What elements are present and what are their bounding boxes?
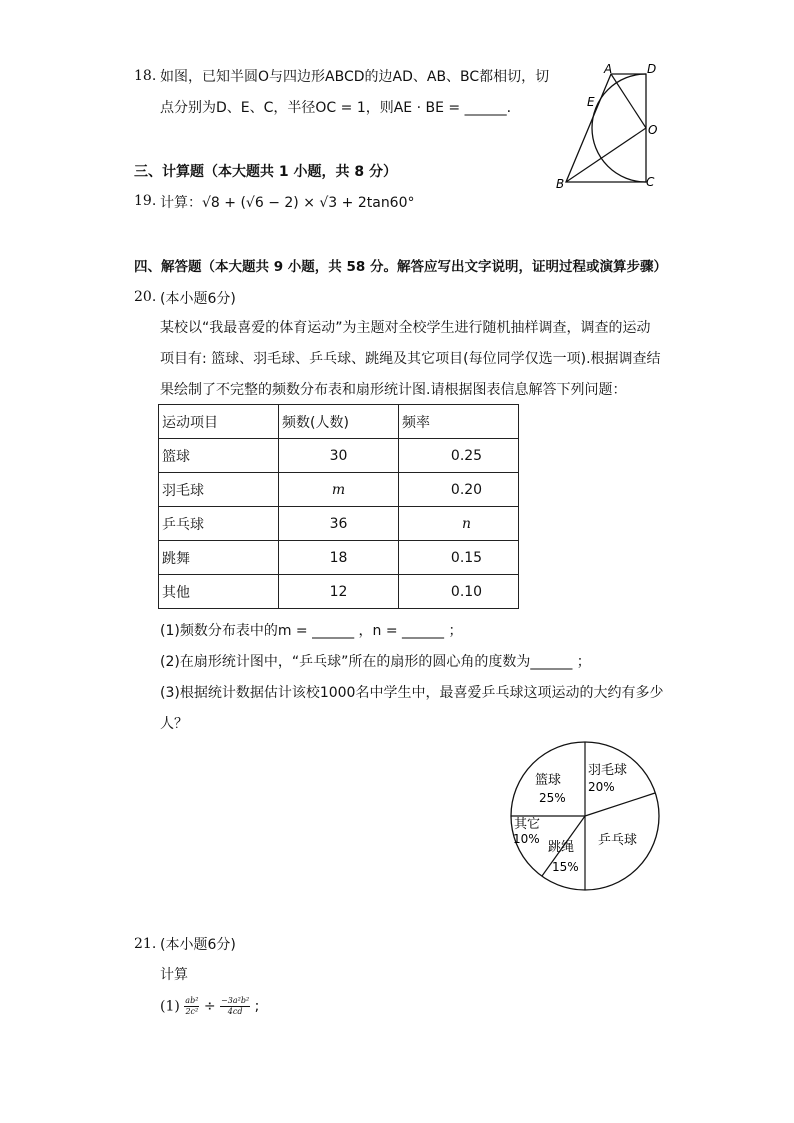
pie-pct-other: 10% (513, 832, 540, 846)
sport-pie-chart (505, 736, 665, 896)
table-cell: 30 (279, 439, 399, 473)
table-header-cell: 频率 (399, 405, 519, 439)
pie-label-rope: 跳绳 (548, 840, 575, 855)
table-cell: 乒乓球 (159, 507, 279, 541)
table-cell: 羽毛球 (159, 473, 279, 507)
q20-para3: 果绘制了不完整的频数分布表和扇形统计图.请根据图表信息解答下列问题： (160, 382, 627, 398)
table-cell: 12 (279, 575, 399, 609)
pie-pct-basketball: 25% (539, 791, 566, 805)
quadrilateral-abcd (566, 74, 646, 182)
pie-pct-rope: 15% (552, 860, 579, 874)
table-cell: 36 (279, 507, 399, 541)
fraction-2-denominator: 4cd (227, 1007, 243, 1016)
table-cell: 0.15 (399, 541, 519, 575)
table-row (159, 439, 519, 473)
table-cell: 0.25 (399, 439, 519, 473)
divide-sign: ÷ (203, 998, 216, 1015)
table-cell: n (399, 507, 519, 541)
q18-number: 18. (134, 68, 157, 84)
pie-label-other: 其它 (514, 817, 541, 832)
pie-label-badminton: 羽毛球 (588, 763, 628, 778)
table-row (159, 507, 519, 541)
pie-divider (585, 793, 655, 816)
label-b: B (556, 177, 565, 191)
q20-para1: 某校以“我最喜爱的体育运动”为主题对全校学生进行随机抽样调查，调查的运动 (160, 320, 651, 336)
table-cell: m (279, 473, 399, 507)
q21-sub1-label: (1) (160, 998, 180, 1015)
segment-bo (566, 128, 646, 182)
table-cell: 0.20 (399, 473, 519, 507)
fraction-2 (220, 996, 250, 1017)
q18-text-line2: 点分别为D、E、C，半径OC = 1，则AE · BE = ______. (160, 100, 512, 116)
semicolon: ; (254, 998, 260, 1015)
section4-heading: 四、解答题（本大题共 9 小题，共 58 分。解答应写出文字说明，证明过程或演算步骤） (134, 259, 667, 275)
fraction-1 (184, 996, 199, 1017)
q20-sub1: (1)频数分布表中的m = ______ ，n = ______ ； (160, 623, 463, 639)
q19-number: 19. (134, 193, 157, 209)
table-cell: 18 (279, 541, 399, 575)
q18-geometry-figure (550, 62, 670, 192)
q21-points: (本小题6分) (160, 937, 236, 953)
label-d: D (647, 62, 657, 76)
pie-pct-badminton: 20% (588, 780, 615, 794)
table-header-row (159, 405, 519, 439)
q20-sub3-line2: 人？ (160, 716, 188, 732)
q20-para2: 项目有: 篮球、羽毛球、乒乓球、跳绳及其它项目(每位同学仅选一项).根据调查结 (160, 351, 661, 367)
pie-label-basketball: 篮球 (535, 773, 562, 788)
fraction-1-denominator: 2c² (185, 1007, 199, 1016)
label-c: C (646, 175, 655, 189)
label-a: A (604, 62, 613, 76)
q20-points: (本小题6分) (160, 291, 236, 307)
pie-label-pingpong: 乒乓球 (598, 833, 638, 848)
q21-number: 21. (134, 936, 157, 952)
q20-sub2: (2)在扇形统计图中，“乒乓球”所在的扇形的圆心角的度数为______ ； (160, 654, 591, 670)
table-row (159, 575, 519, 609)
q19-text: 计算：√8 + (√6 − 2) × √3 + 2tan60° (160, 195, 415, 211)
q20-sub3-line1: (3)根据统计数据估计该校1000名中学生中，最喜爱乒乓球这项运动的大约有多少 (160, 685, 664, 701)
q20-number: 20. (134, 289, 157, 305)
table-header-cell: 频数(人数) (279, 405, 399, 439)
label-o: O (648, 123, 658, 137)
label-e: E (587, 95, 595, 109)
frequency-table (158, 404, 519, 609)
table-row (159, 541, 519, 575)
table-header-cell: 运动项目 (159, 405, 279, 439)
table-row (159, 473, 519, 507)
q18-text-line1: 如图，已知半圆O与四边形ABCD的边AD、AB、BC都相切，切 (160, 69, 550, 85)
table-cell: 其他 (159, 575, 279, 609)
fraction-1-numerator: ab² (185, 996, 199, 1005)
table-cell: 篮球 (159, 439, 279, 473)
section3-heading: 三、计算题（本大题共 1 小题，共 8 分） (134, 164, 397, 180)
semicircle-o (592, 74, 646, 182)
segment-ao (611, 74, 646, 128)
fraction-2-numerator: −3a²b² (221, 996, 250, 1005)
q21-sub1 (160, 996, 259, 1017)
table-cell: 跳舞 (159, 541, 279, 575)
q21-prompt: 计算 (160, 967, 188, 983)
table-cell: 0.10 (399, 575, 519, 609)
